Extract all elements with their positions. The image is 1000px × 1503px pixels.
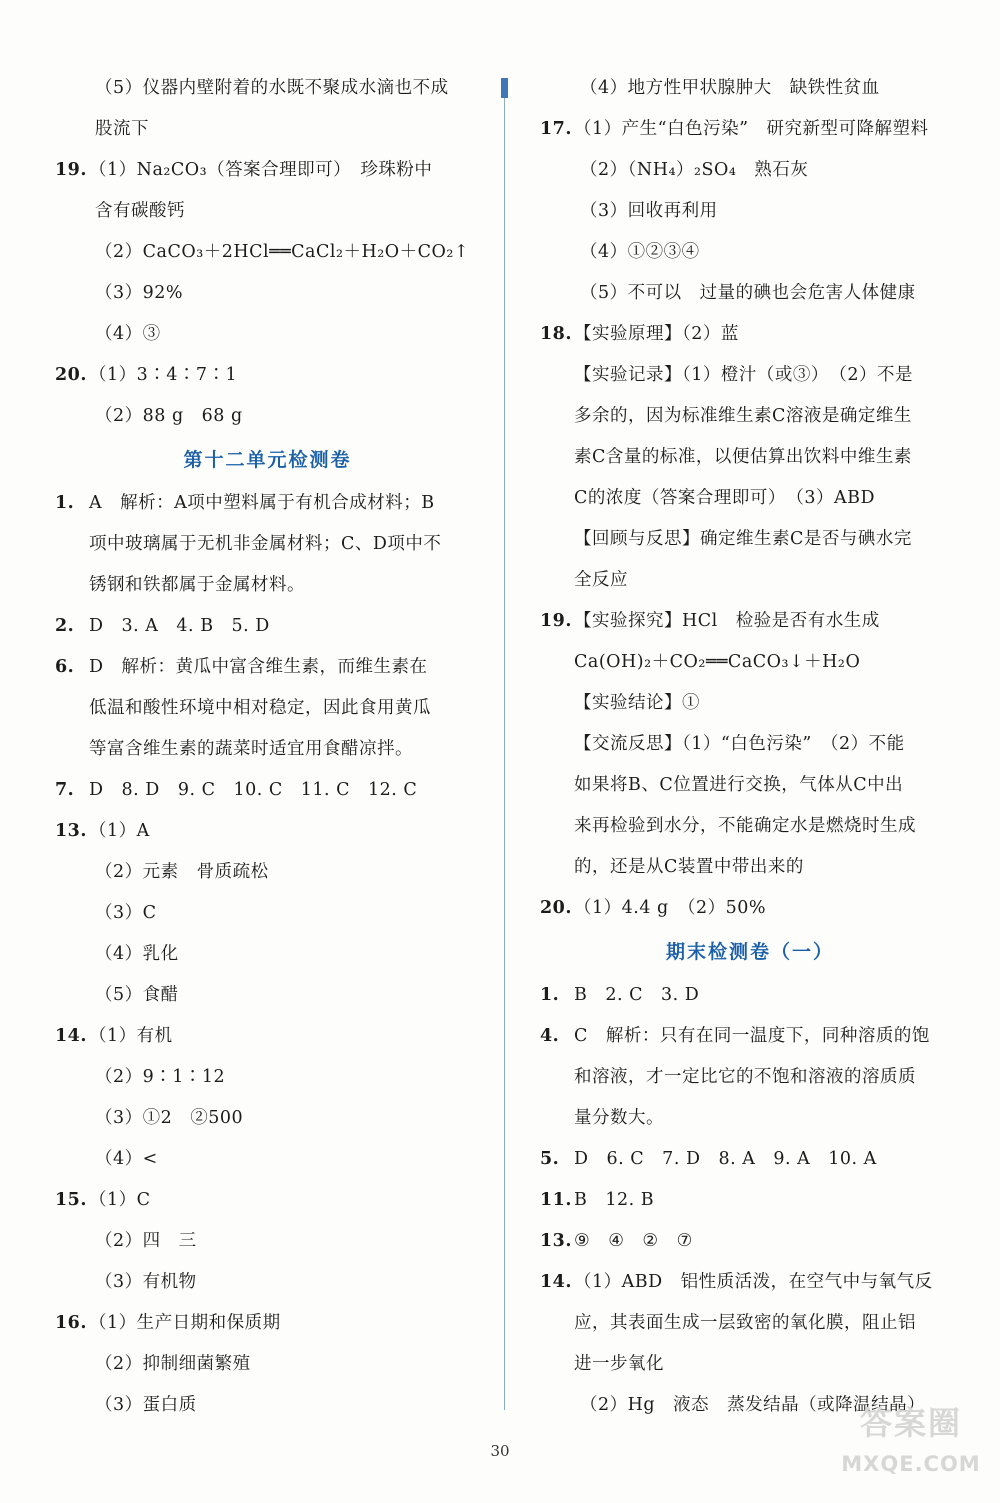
answer-line	[540, 314, 960, 355]
question-number: 17.	[540, 119, 572, 139]
answer-line	[540, 847, 960, 888]
answer-text: （5）不可以 过量的碘也会危害人体健康	[580, 283, 916, 303]
answer-line	[55, 396, 480, 437]
answer-text: 来再检验到水分，不能确定水是燃烧时生成	[574, 816, 916, 836]
answer-text: 【实验探究】HCl 检验是否有水生成	[574, 611, 880, 631]
answer-line	[540, 560, 960, 601]
watermark-text: 答案圈	[859, 1404, 962, 1442]
answer-text: 【交流反思】（1）“白色污染” （2）不能	[574, 734, 905, 754]
answer-text: 【实验原理】（2）蓝	[574, 324, 739, 344]
answer-line	[55, 273, 480, 314]
answer-text: （3）蛋白质	[95, 1395, 197, 1415]
answer-line	[55, 1262, 480, 1303]
answer-line	[55, 109, 480, 150]
question-number: 16.	[55, 1313, 87, 1333]
answer-line	[55, 1385, 480, 1426]
watermark-url: MXQE.COM	[841, 1452, 981, 1476]
answer-line	[55, 191, 480, 232]
answer-line	[55, 1221, 480, 1262]
answer-text: （1）3∶4∶7∶1	[89, 365, 238, 385]
answer-text: （2）抑制细菌繁殖	[95, 1354, 251, 1374]
answer-line	[540, 437, 960, 478]
answer-line	[540, 765, 960, 806]
answer-text: （1）生产日期和保质期	[89, 1313, 281, 1333]
section-heading: 第十二单元检测卷	[183, 449, 352, 471]
answer-text: 等富含维生素的蔬菜时适宜用食醋凉拌。	[89, 739, 413, 759]
answer-line	[55, 1344, 480, 1385]
answer-line	[540, 975, 960, 1016]
question-number: 20.	[540, 898, 572, 918]
answer-text: 【实验记录】（1）橙汁（或③） （2）不是	[574, 365, 914, 385]
answer-line	[540, 396, 960, 437]
question-number: 19.	[540, 611, 572, 631]
answer-line	[540, 806, 960, 847]
answer-text: D 解析：黄瓜中富含维生素，而维生素在	[89, 657, 428, 677]
answer-line	[55, 1139, 480, 1180]
answer-text: （3）回收再利用	[580, 201, 718, 221]
answer-text: （5）食醋	[95, 985, 179, 1005]
answer-text: （2）9∶1∶12	[95, 1067, 226, 1087]
answer-text: （2）88 g 68 g	[95, 406, 243, 426]
answer-line	[55, 68, 480, 109]
answer-text: 项中玻璃属于无机非金属材料；C、D项中不	[89, 534, 442, 554]
answer-text: （2）Hg 液态 蒸发结晶（或降温结晶）	[580, 1395, 926, 1415]
answer-text: （4）③	[95, 324, 161, 344]
answer-text: 含有碳酸钙	[95, 201, 185, 221]
answer-line	[540, 1139, 960, 1180]
answer-line	[540, 888, 960, 929]
answer-text: 股流下	[95, 119, 149, 139]
answer-text: B 2. C 3. D	[574, 985, 700, 1005]
answer-line	[55, 934, 480, 975]
answer-text: C的浓度（答案合理即可） （3）ABD	[574, 488, 876, 508]
answer-text: A 解析：A项中塑料属于有机合成材料；B	[89, 493, 435, 513]
column-divider-cap	[501, 78, 508, 98]
answer-text: 如果将B、C位置进行交换，气体从C中出	[574, 775, 904, 795]
answer-line	[540, 1016, 960, 1057]
question-number: 18.	[540, 324, 572, 344]
watermark-logo	[836, 1397, 986, 1489]
question-number: 14.	[540, 1272, 572, 1292]
question-number: 14.	[55, 1026, 87, 1046]
answer-line	[55, 1303, 480, 1344]
question-number: 1.	[55, 493, 75, 513]
question-number: 6.	[55, 657, 75, 677]
left-column	[55, 68, 480, 1426]
answer-line	[55, 811, 480, 852]
answer-text: B 12. B	[574, 1190, 655, 1210]
answer-line	[55, 232, 480, 273]
answer-text: （4）乳化	[95, 944, 179, 964]
answer-text: （3）C	[95, 903, 157, 923]
answer-text: 量分数大。	[574, 1108, 664, 1128]
question-number: 11.	[540, 1190, 572, 1210]
answer-text: 【回顾与反思】确定维生素C是否与碘水完	[574, 529, 912, 549]
answer-line	[55, 355, 480, 396]
answer-text: 【实验结论】①	[574, 693, 700, 713]
answer-text: （3）①2 ②500	[95, 1108, 244, 1128]
answer-line	[55, 1098, 480, 1139]
question-number: 19.	[55, 160, 87, 180]
answer-text: Ca(OH)₂＋CO₂══CaCO₃↓＋H₂O	[574, 652, 861, 672]
answer-line	[55, 150, 480, 191]
answer-text: （1）ABD 铝性质活泼，在空气中与氧气反	[574, 1272, 933, 1292]
answer-text: （1）A	[89, 821, 150, 841]
answer-line	[540, 1344, 960, 1385]
answer-text: 和溶液，才一定比它的不饱和溶液的溶质质	[574, 1067, 916, 1087]
answer-line	[540, 1057, 960, 1098]
answer-text: 应，其表面生成一层致密的氧化膜，阻止铝	[574, 1313, 916, 1333]
answer-text: 低温和酸性环境中相对稳定，因此食用黄瓜	[89, 698, 431, 718]
answer-text: 全反应	[574, 570, 628, 590]
question-number: 4.	[540, 1026, 560, 1046]
answer-text: （2）元素 骨质疏松	[95, 862, 269, 882]
answer-text: （1）产生“白色污染” 研究新型可降解塑料	[574, 119, 929, 139]
answer-line	[540, 1262, 960, 1303]
question-number: 2.	[55, 616, 75, 636]
answer-text: （2）（NH₄）₂SO₄ 熟石灰	[580, 160, 809, 180]
answer-line	[540, 355, 960, 396]
answer-text: （4）地方性甲状腺肿大 缺铁性贫血	[580, 78, 880, 98]
answer-line	[55, 1180, 480, 1221]
answer-text: （3）有机物	[95, 1272, 197, 1292]
answer-line	[540, 1303, 960, 1344]
answer-text: （2）四 三	[95, 1231, 197, 1251]
answer-line	[540, 232, 960, 273]
answer-text: （1）有机	[89, 1026, 173, 1046]
question-number: 13.	[540, 1231, 572, 1251]
answer-text: C 解析：只有在同一温度下，同种溶质的饱	[574, 1026, 930, 1046]
answer-line	[540, 1221, 960, 1262]
answer-line	[540, 642, 960, 683]
answer-text: （2）CaCO₃＋2HCl══CaCl₂＋H₂O＋CO₂↑	[95, 242, 470, 262]
answer-text: D 6. C 7. D 8. A 9. A 10. A	[574, 1149, 877, 1169]
answer-text: D 8. D 9. C 10. C 11. C 12. C	[89, 780, 418, 800]
answer-line	[540, 273, 960, 314]
answer-line	[55, 647, 480, 688]
answer-text: 锈钢和铁都属于金属材料。	[89, 575, 305, 595]
answer-text: （5）仪器内壁附着的水既不聚成水滴也不成	[95, 78, 449, 98]
answer-text: 多余的，因为标准维生素C溶液是确定维生	[574, 406, 912, 426]
answer-text: D 3. A 4. B 5. D	[89, 616, 270, 636]
answer-text: （4）<	[95, 1149, 158, 1169]
answer-line	[55, 688, 480, 729]
answer-line	[540, 68, 960, 109]
right-column	[540, 68, 960, 1426]
answer-text: （1）4.4 g （2）50%	[574, 898, 767, 918]
answer-text: （1）Na₂CO₃（答案合理即可） 珍珠粉中	[89, 160, 433, 180]
answer-line	[540, 724, 960, 765]
answer-line	[540, 601, 960, 642]
answer-line	[55, 565, 480, 606]
answer-line	[55, 1057, 480, 1098]
answer-line	[55, 524, 480, 565]
answer-text: （1）C	[89, 1190, 151, 1210]
answer-line	[540, 1098, 960, 1139]
answer-line	[55, 483, 480, 524]
answer-line	[540, 109, 960, 150]
question-number: 20.	[55, 365, 87, 385]
answer-line	[55, 852, 480, 893]
question-number: 7.	[55, 780, 75, 800]
answer-text: 素C含量的标准，以便估算出饮料中维生素	[574, 447, 912, 467]
answer-line	[55, 893, 480, 934]
answer-line	[55, 1016, 480, 1057]
answer-text: （3）92%	[95, 283, 184, 303]
page-number: 30	[490, 1442, 510, 1460]
answer-line	[540, 191, 960, 232]
answer-line	[55, 606, 480, 647]
answer-line	[55, 729, 480, 770]
question-number: 15.	[55, 1190, 87, 1210]
answer-line	[540, 683, 960, 724]
answer-text: （4）①②③④	[580, 242, 700, 262]
question-number: 1.	[540, 985, 560, 1005]
question-number: 5.	[540, 1149, 560, 1169]
answer-line	[55, 770, 480, 811]
column-divider	[504, 80, 505, 1410]
question-number: 13.	[55, 821, 87, 841]
section-heading: 期末检测卷（一）	[665, 941, 834, 963]
answer-line	[540, 1180, 960, 1221]
answer-text: 进一步氧化	[574, 1354, 664, 1374]
answer-line	[55, 975, 480, 1016]
answer-line	[540, 478, 960, 519]
answer-text: 的，还是从C装置中带出来的	[574, 857, 804, 877]
answer-text: ⑨ ④ ② ⑦	[574, 1231, 693, 1251]
answer-line	[540, 150, 960, 191]
answer-line	[540, 519, 960, 560]
answer-line	[55, 314, 480, 355]
